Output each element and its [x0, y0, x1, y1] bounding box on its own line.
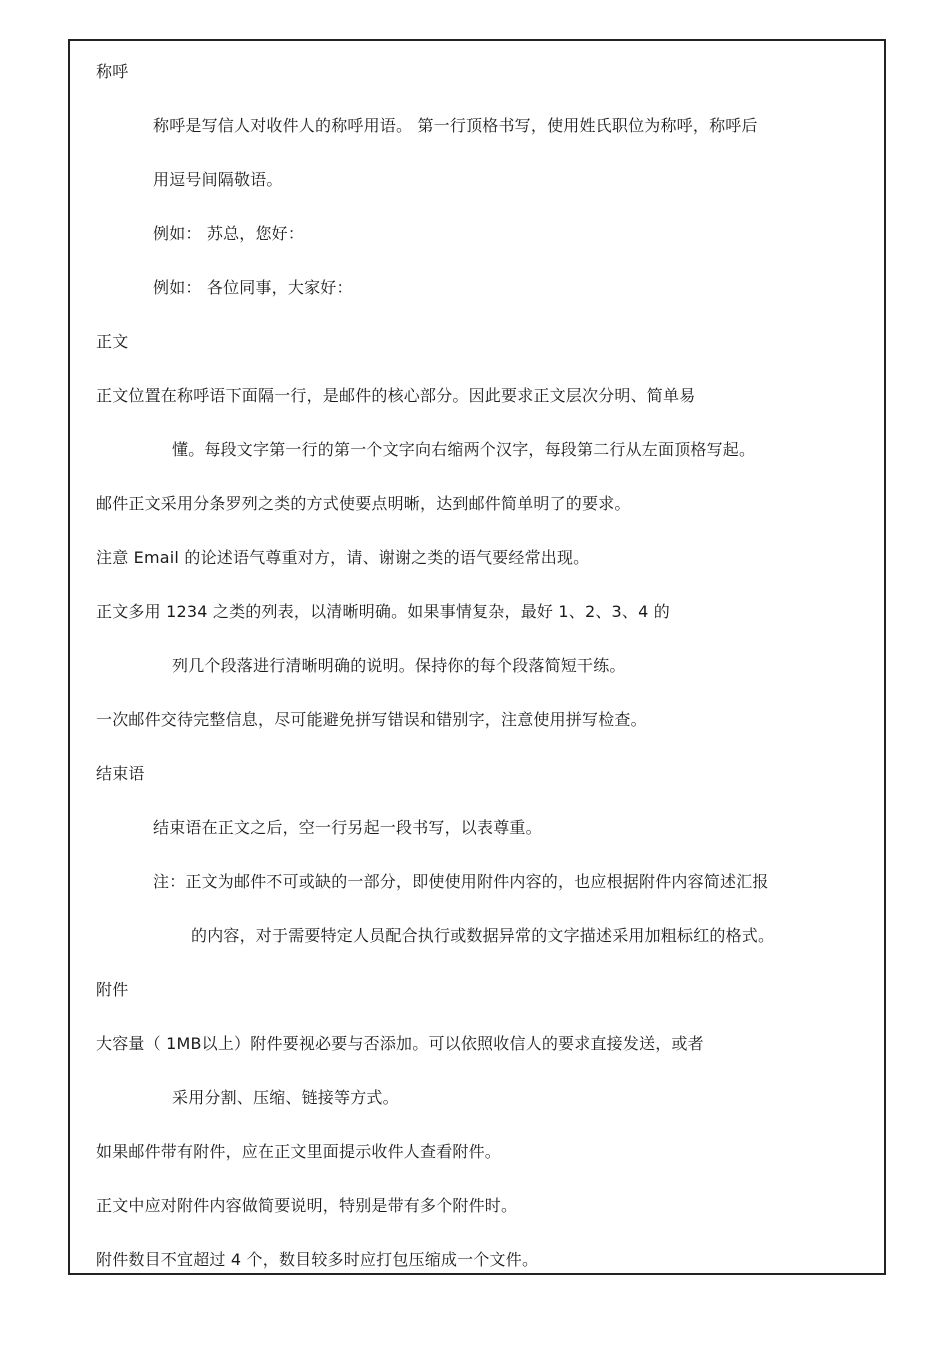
- paragraph-line: 结束语在正文之后，空一行另起一段书写，以表尊重。: [153, 818, 542, 837]
- paragraph-line: 正文多用 1234 之类的列表，以清晰明确。如果事情复杂，最好 1、2、3、4 的: [96, 602, 670, 621]
- paragraph-line: 邮件正文采用分条罗列之类的方式使要点明晰，达到邮件简单明了的要求。: [96, 494, 631, 513]
- paragraph-line: 如果邮件带有附件，应在正文里面提示收件人查看附件。: [96, 1142, 502, 1161]
- paragraph-line: 采用分割、压缩、链接等方式。: [172, 1088, 399, 1107]
- paragraph-line: 大容量（ 1MB以上）附件要视必要与否添加。可以依照收信人的要求直接发送，或者: [96, 1034, 704, 1053]
- example-line: 例如： 各位同事，大家好：: [153, 278, 353, 297]
- note-line: 注：正文为邮件不可或缺的一部分，即使使用附件内容的，也应根据附件内容简述汇报: [153, 872, 769, 891]
- paragraph-line: 正文位置在称呼语下面隔一行，是邮件的核心部分。因此要求正文层次分明、简单易: [96, 386, 696, 405]
- paragraph-line: 附件数目不宜超过 4 个，数目较多时应打包压缩成一个文件。: [96, 1250, 539, 1269]
- paragraph-line: 用逗号间隔敬语。: [153, 170, 283, 189]
- paragraph-line: 懂。每段文字第一行的第一个文字向右缩两个汉字，每段第二行从左面顶格写起。: [172, 440, 756, 459]
- heading-salutation: 称呼: [96, 62, 129, 81]
- heading-body: 正文: [96, 332, 129, 351]
- paragraph-line: 列几个段落进行清晰明确的说明。保持你的每个段落简短干练。: [172, 656, 626, 675]
- heading-closing: 结束语: [96, 764, 145, 783]
- heading-attachment: 附件: [96, 980, 129, 999]
- paragraph-line: 一次邮件交待完整信息，尽可能避免拼写错误和错别字，注意使用拼写检查。: [96, 710, 647, 729]
- example-line: 例如： 苏总，您好：: [153, 224, 305, 243]
- note-line: 的内容，对于需要特定人员配合执行或数据异常的文字描述采用加粗标红的格式。: [191, 926, 775, 945]
- paragraph-line: 称呼是写信人对收件人的称呼用语。 第一行顶格书写，使用姓氏职位为称呼，称呼后: [153, 116, 758, 135]
- paragraph-line: 正文中应对附件内容做简要说明，特别是带有多个附件时。: [96, 1196, 518, 1215]
- paragraph-line: 注意 Email 的论述语气尊重对方，请、谢谢之类的语气要经常出现。: [96, 548, 590, 567]
